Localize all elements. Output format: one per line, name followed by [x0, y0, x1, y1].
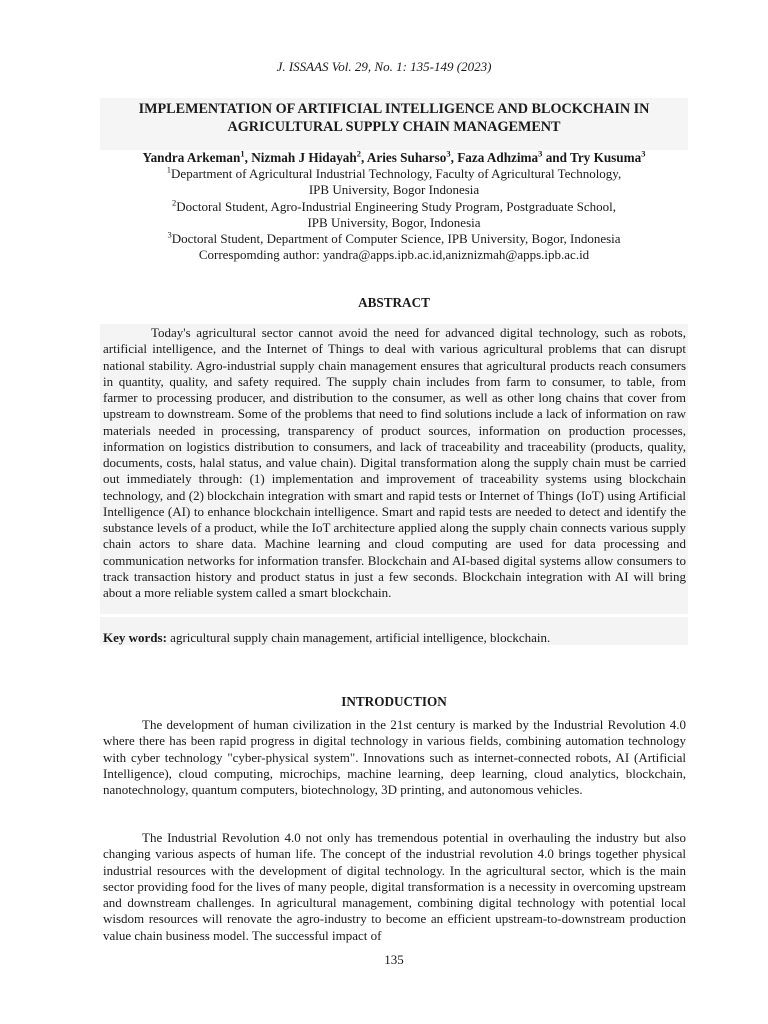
- keywords-label: Key words:: [103, 630, 167, 645]
- page-number: 135: [384, 952, 404, 967]
- keywords-text: agricultural supply chain management, artificial intelligence, blockchain.: [166, 630, 551, 645]
- author: Faza Adhzima$^3$ and: [457, 148, 571, 165]
- author: Yandra Arkeman$^1$,: [142, 148, 252, 165]
- author-list: [0, 150, 768, 166]
- affiliations: [104, 166, 684, 264]
- title-line-2: AGRICULTURAL SUPPLY CHAIN MANAGEMENT: [227, 119, 561, 135]
- affiliation-1-cont: IPB University, Bogor Indonesia: [308, 182, 480, 198]
- paper-title: [100, 100, 688, 136]
- introduction-heading: INTRODUCTION: [341, 694, 447, 709]
- affiliation-2: $^2$Doctoral Student, Agro-Industrial Engineering Study Program, Postgraduate School,: [171, 197, 616, 214]
- affiliation-2-cont: IPB University, Bogor, Indonesia: [307, 214, 481, 230]
- author: Nizmah J Hidayah$^2$,: [251, 148, 367, 165]
- intro-paragraph-2: The Industrial Revolution 4.0 not only has tremendous potential in overhauling the industry but also changing various aspects of human life. The concept of the industrial revolution 4.0 brings together physical industrial resources with the development of digital technology. In the agricultural sector, which is the main sector providing food for the lives of many people, digital transformation is a necessity in overcoming upstream and downstream challenges. In agricultural management, combining digital technology with potential local wisdom resources will renovate the agro-industry to become an efficient upstream-to-downstream production value chain business model. The successful impact of: [103, 830, 686, 943]
- journal-header: J. ISSAAS Vol. 29, No. 1: 135-149 (2023): [276, 59, 492, 74]
- abstract-heading: ABSTRACT: [358, 295, 430, 310]
- intro-paragraph-1: The development of human civilization in the 21st century is marked by the Industrial Revolution 4.0 where there has been rapid progress in digital technology in various fields, combining automation technology with cyber technology "cyber-physical system". Innovations such as internet-connected robots, AI (Artificial Intelligence), cloud computing, microchips, machine learning, deep learning, cloud analytics, blockchain, nanotechnology, quantum computers, biotechnology, 3D printing, and autonomous vehicles.: [103, 717, 686, 798]
- abstract-body: Today's agricultural sector cannot avoid the need for advanced digital technology, such as robots, artificial intelligence, and the Internet of Things to deal with various agricultural problems that can disrupt national stability. Agro-industrial supply chain management ensures that agricultural products reach consumers in quantity, quality, and safety required. The supply chain includes from farm to consumer, to table, from farmer to processing producer, and distribution to the consumer, as well as other long chains that cover from upstream to downstream. Some of the problems that need to find solutions include a lack of information on raw materials needed in processing, transparency of product sources, information on production processes, information on logistics distribution to consumers, and lack of traceability and traceability (products, quality, documents, costs, halal status, and value chain). Digital transformation along the supply chain must be carried out immediately through: (1) implementation and improvement of traceability systems using blockchain technology, and (2) blockchain integration with smart and rapid tests or Internet of Things (IoT) using Artificial Intelligence (AI) to enhance blockchain intelligence. Smart and rapid tests are needed to detect and identify the substance levels of a product, while the IoT architecture applied along the supply chain connects various supply chain actors to share data. Machine learning and cloud computing are used for data processing and communication networks for information transfer. Blockchain and AI-based digital systems allow consumers to track transaction history and product status in just a few seconds. Blockchain integration with AI will bring about a more reliable system called a smart blockchain.: [103, 325, 686, 600]
- author: Aries Suharso$^3$,: [366, 148, 458, 165]
- affiliation-3: $^3$Doctoral Student, Department of Computer Science, IPB University, Bogor, Indonesia: [167, 229, 621, 247]
- author: Try Kusuma$^3$: [570, 148, 646, 165]
- corresponding-author: Correspomding author: yandra@apps.ipb.ac.id,aniznizmah@apps.ipb.ac.id: [198, 247, 590, 263]
- affiliation-1: $^1$Department of Agricultural Industrial Technology, Faculty of Agricultural Technology,: [166, 164, 622, 181]
- keywords: [103, 630, 686, 646]
- title-line-1: IMPLEMENTATION OF ARTIFICIAL INTELLIGENCE AND BLOCKCHAIN IN: [138, 101, 650, 117]
